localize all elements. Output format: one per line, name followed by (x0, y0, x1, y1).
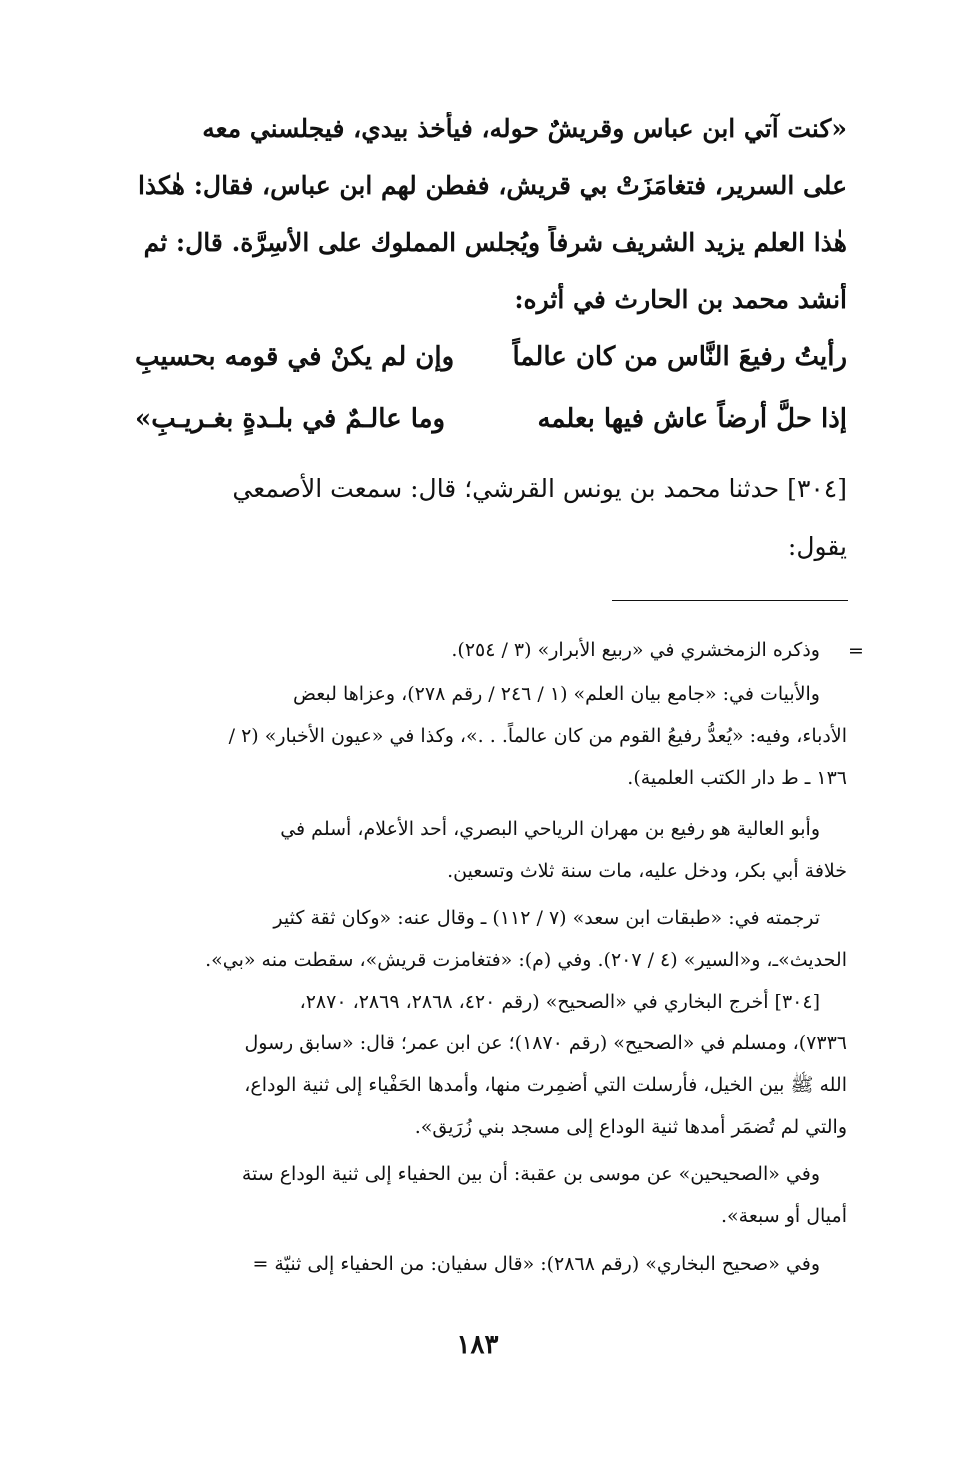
poem-verse-2 (135, 404, 847, 440)
entry-304-line-1: [٣٠٤] حدثنا محمد بن يونس القرشي؛ قال: سمعت الأصمعي (232, 474, 847, 503)
footnote-line: وفي «صحيح البخاري» (رقم ٢٨٦٨): «قال سفيان: من الحفياء إلى ثنيّة = (252, 1253, 820, 1275)
footnote-line: والأبيات في: «جامع بيان العلم» (١ / ٢٤٦ / رقم ٢٧٨)، وعزاها لبعض (292, 683, 820, 705)
footnote-line: الأدباء، وفيه: «يُعدُّ رفيعُ القوم من كان عالماً. . .»، وكذا في «عيون الأخبار» (٢ / (228, 725, 847, 747)
poem-verse-1 (135, 342, 847, 378)
footnote-continuation-mark: = (848, 640, 864, 662)
verse-2-second-hemistich: وما عالـمٌ في بلـدةٍ بغـريـبِ» (135, 404, 446, 434)
footnote-line: ١٣٦ ـ ط دار الكتب العلمية). (627, 767, 847, 789)
main-text-line-2: على السرير، فتغامَزَتْ بي قريش، ففطن لهم ابن عباس، فقال: هٰكذا (137, 171, 847, 200)
footnote-separator (612, 600, 848, 601)
main-text-line-3: هٰذا العلم يزيد الشريف شرفاً ويُجلس المملوك على الأسِرَّة. قال: ثم (143, 228, 847, 257)
page-number: ١٨٣ (456, 1330, 499, 1360)
footnote-line: الله ﷺ بين الخيل، فأرسلت التي أُضمِرت منها، وأمدها الحَفْياء إلى ثنية الوداع، (244, 1074, 847, 1096)
verse-2-first-hemistich: إذا حلَّ أرضاً عاش فيها بعلمه (537, 404, 847, 434)
footnote-line: خلافة أبي بكر، ودخل عليه، مات سنة ثلاث وتسعين. (447, 860, 847, 882)
footnote-line: وأبو العالية هو رفيع بن مهران الرياحي البصري، أحد الأعلام، أسلم في (280, 818, 820, 840)
footnote-line: وفي «الصحيحين» عن موسى بن عقبة: أن بين الحفياء إلى ثنية الوداع ستة (241, 1163, 820, 1185)
footnote-line: والتي لم تُضمَر أمدها ثنية الوداع إلى مسجد بني زُرَيق». (414, 1116, 847, 1138)
main-text-line-4: أنشد محمد بن الحارث في أثره: (514, 285, 847, 314)
footnote-line: أميال أو سبعة». (721, 1205, 847, 1227)
main-text-line-1: «كنت آتي ابن عباس وقريشٌ حوله، فيأخذ بيدي، فيجلسني معه (202, 114, 847, 143)
footnote-line: [٣٠٤] أخرج البخاري في «الصحيح» (رقم ٤٢٠، ٢٨٦٨، ٢٨٦٩، ٢٨٧٠، (299, 991, 820, 1013)
footnote-line: وذكره الزمخشري في «ربيع الأبرار» (٣ / ٢٥٤). (451, 639, 820, 661)
footnote-line: ٧٣٣٦)، ومسلم في «الصحيح» (رقم ١٨٧٠)؛ عن ابن عمر؛ قال: «سابق رسول (244, 1032, 847, 1054)
footnote-line: الحديث»ـ، و«السير» (٤ / ٢٠٧). وفي (م): «فتغامزت قريش»، سقطت منه «بي». (205, 949, 847, 971)
verse-1-second-hemistich: وإن لم يكنْ في قومه بحسيبِ (135, 342, 455, 372)
entry-304-line-2: يقول: (787, 532, 847, 561)
verse-1-first-hemistich: رأيتُ رفيعَ النَّاس من كان عالماً (512, 342, 847, 372)
footnote-line: ترجمته في: «طبقات ابن سعد» (٧ / ١١٢) ـ وقال عنه: «وكان ثقة كثير (273, 907, 820, 929)
